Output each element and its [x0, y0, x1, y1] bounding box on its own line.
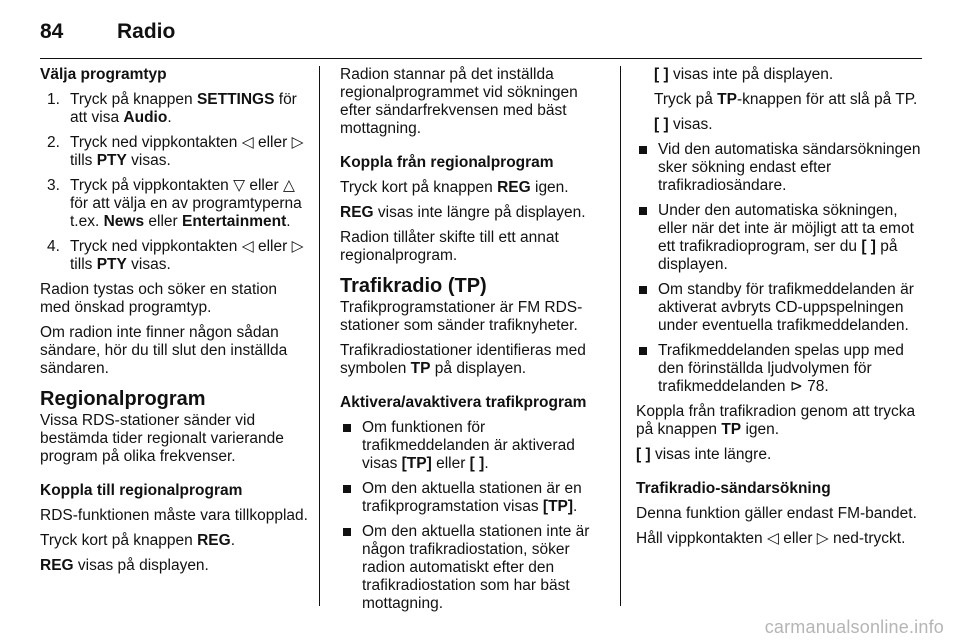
- rocker-right-icon: ▷: [291, 238, 304, 255]
- list-item: Om den aktuella stationen inte är någon trafikradiostation, söker radion automatiskt efter den trafikradiostation som har bäst mottagning.: [340, 523, 608, 613]
- paragraph: Koppla från trafikradion genom att trycka på knappen TP igen.: [636, 403, 916, 438]
- heading-traffic-radio: Trafikradio (TP): [340, 275, 487, 297]
- rocker-left-icon: ◁: [241, 238, 254, 255]
- bullet-list: [340, 419, 608, 613]
- paragraph: [ ] visas.: [654, 116, 713, 133]
- subheading-select-program-type: Välja programtyp: [40, 66, 167, 83]
- page-reference-icon: ⊳: [789, 378, 803, 395]
- column-divider-2: [620, 66, 621, 606]
- steps-list: [40, 91, 308, 274]
- paragraph: REG visas på displayen.: [40, 557, 209, 574]
- paragraph: Håll vippkontakten ◁ eller ▷ ned-tryckt.: [636, 530, 906, 547]
- list-item: Om funktionen för trafikmeddelanden är aktiverad visas [TP] eller [ ].: [340, 419, 608, 473]
- watermark: carmanualsonline.info: [764, 617, 944, 637]
- rocker-down-icon: ▽: [233, 177, 246, 194]
- paragraph: Denna funktion gäller endast FM-bandet.: [636, 505, 917, 522]
- paragraph: [ ] visas inte längre.: [636, 446, 772, 463]
- subheading-toggle-traffic: Aktivera/avaktivera trafikprogram: [340, 394, 587, 411]
- rocker-right-icon: ▷: [816, 530, 829, 547]
- paragraph: Radion tystas och söker en station med önskad programtyp.: [40, 281, 277, 316]
- rocker-left-icon: ◁: [766, 530, 779, 547]
- bullet-list: [636, 141, 922, 396]
- paragraph: RDS-funktionen måste vara tillkopplad.: [40, 507, 308, 524]
- paragraph: Trafikradiostationer identifieras med symbolen TP på displayen.: [340, 342, 586, 377]
- paragraph: Trafikprogramstationer är FM RDS-stationer som sänder trafiknyheter.: [340, 299, 583, 334]
- subheading-connect-regional: Koppla till regionalprogram: [40, 482, 243, 499]
- list-item: Vid den automatiska sändarsökningen sker sökning endast efter trafikradiosändare.: [636, 141, 922, 195]
- list-item: Trafikmeddelanden spelas upp med den förinställda ljudvolymen för trafikmeddelanden ⊳ 78.: [636, 342, 922, 396]
- paragraph: Tryck på TP-knappen för att slå på TP.: [654, 91, 918, 108]
- paragraph: Radion tillåter skifte till ett annat regionalprogram.: [340, 229, 559, 264]
- list-item: 2. Tryck ned vippkontakten ◁ eller ▷ tills PTY visas.: [47, 134, 304, 169]
- list-item: 4. Tryck ned vippkontakten ◁ eller ▷ tills PTY visas.: [47, 238, 304, 273]
- chapter-title: Radio: [117, 20, 176, 43]
- right-column: [636, 66, 922, 555]
- list-item: Om standby för trafikmeddelanden är aktiverat avbryts CD-uppspelningen under eventuella trafikmeddelanden.: [636, 281, 922, 335]
- page-number: 84: [40, 20, 64, 43]
- header-rule: [40, 58, 922, 59]
- list-item: 3. Tryck på vippkontakten ▽ eller △ för att välja en av programtyperna t.ex. News eller Entertainment.: [47, 177, 302, 230]
- rocker-up-icon: △: [282, 177, 295, 194]
- left-column: [40, 66, 308, 582]
- paragraph: Vissa RDS-stationer sänder vid bestämda tider regionalt varierande program på olika frekvenser.: [40, 412, 284, 465]
- list-item: Om den aktuella stationen är en trafikprogramstation visas [TP].: [340, 480, 608, 516]
- column-divider-1: [319, 66, 320, 606]
- subheading-traffic-station-search: Trafikradio-sändarsökning: [636, 480, 831, 497]
- middle-column: [340, 66, 608, 620]
- subheading-disconnect-regional: Koppla från regionalprogram: [340, 154, 554, 171]
- paragraph: Tryck kort på knappen REG.: [40, 532, 235, 549]
- paragraph: REG visas inte längre på displayen.: [340, 204, 586, 221]
- rocker-left-icon: ◁: [241, 134, 254, 151]
- rocker-right-icon: ▷: [291, 134, 304, 151]
- paragraph: Tryck kort på knappen REG igen.: [340, 179, 569, 196]
- list-item: 1. Tryck på knappen SETTINGS för att visa Audio.: [47, 91, 297, 126]
- paragraph: Radion stannar på det inställda regionalprogrammet vid sökningen efter sändarfrekvensen med bäst mottagning.: [340, 66, 578, 137]
- list-item: Under den automatiska sökningen, eller när det inte är möjligt att ta emot ett trafikradioprogram, ser du [ ] på displayen.: [636, 202, 922, 274]
- paragraph: Om radion inte finner någon sådan sändare, hör du till slut den inställda sändaren.: [40, 324, 288, 377]
- paragraph: [ ] visas inte på displayen.: [654, 66, 834, 83]
- heading-regional-program: Regionalprogram: [40, 388, 206, 410]
